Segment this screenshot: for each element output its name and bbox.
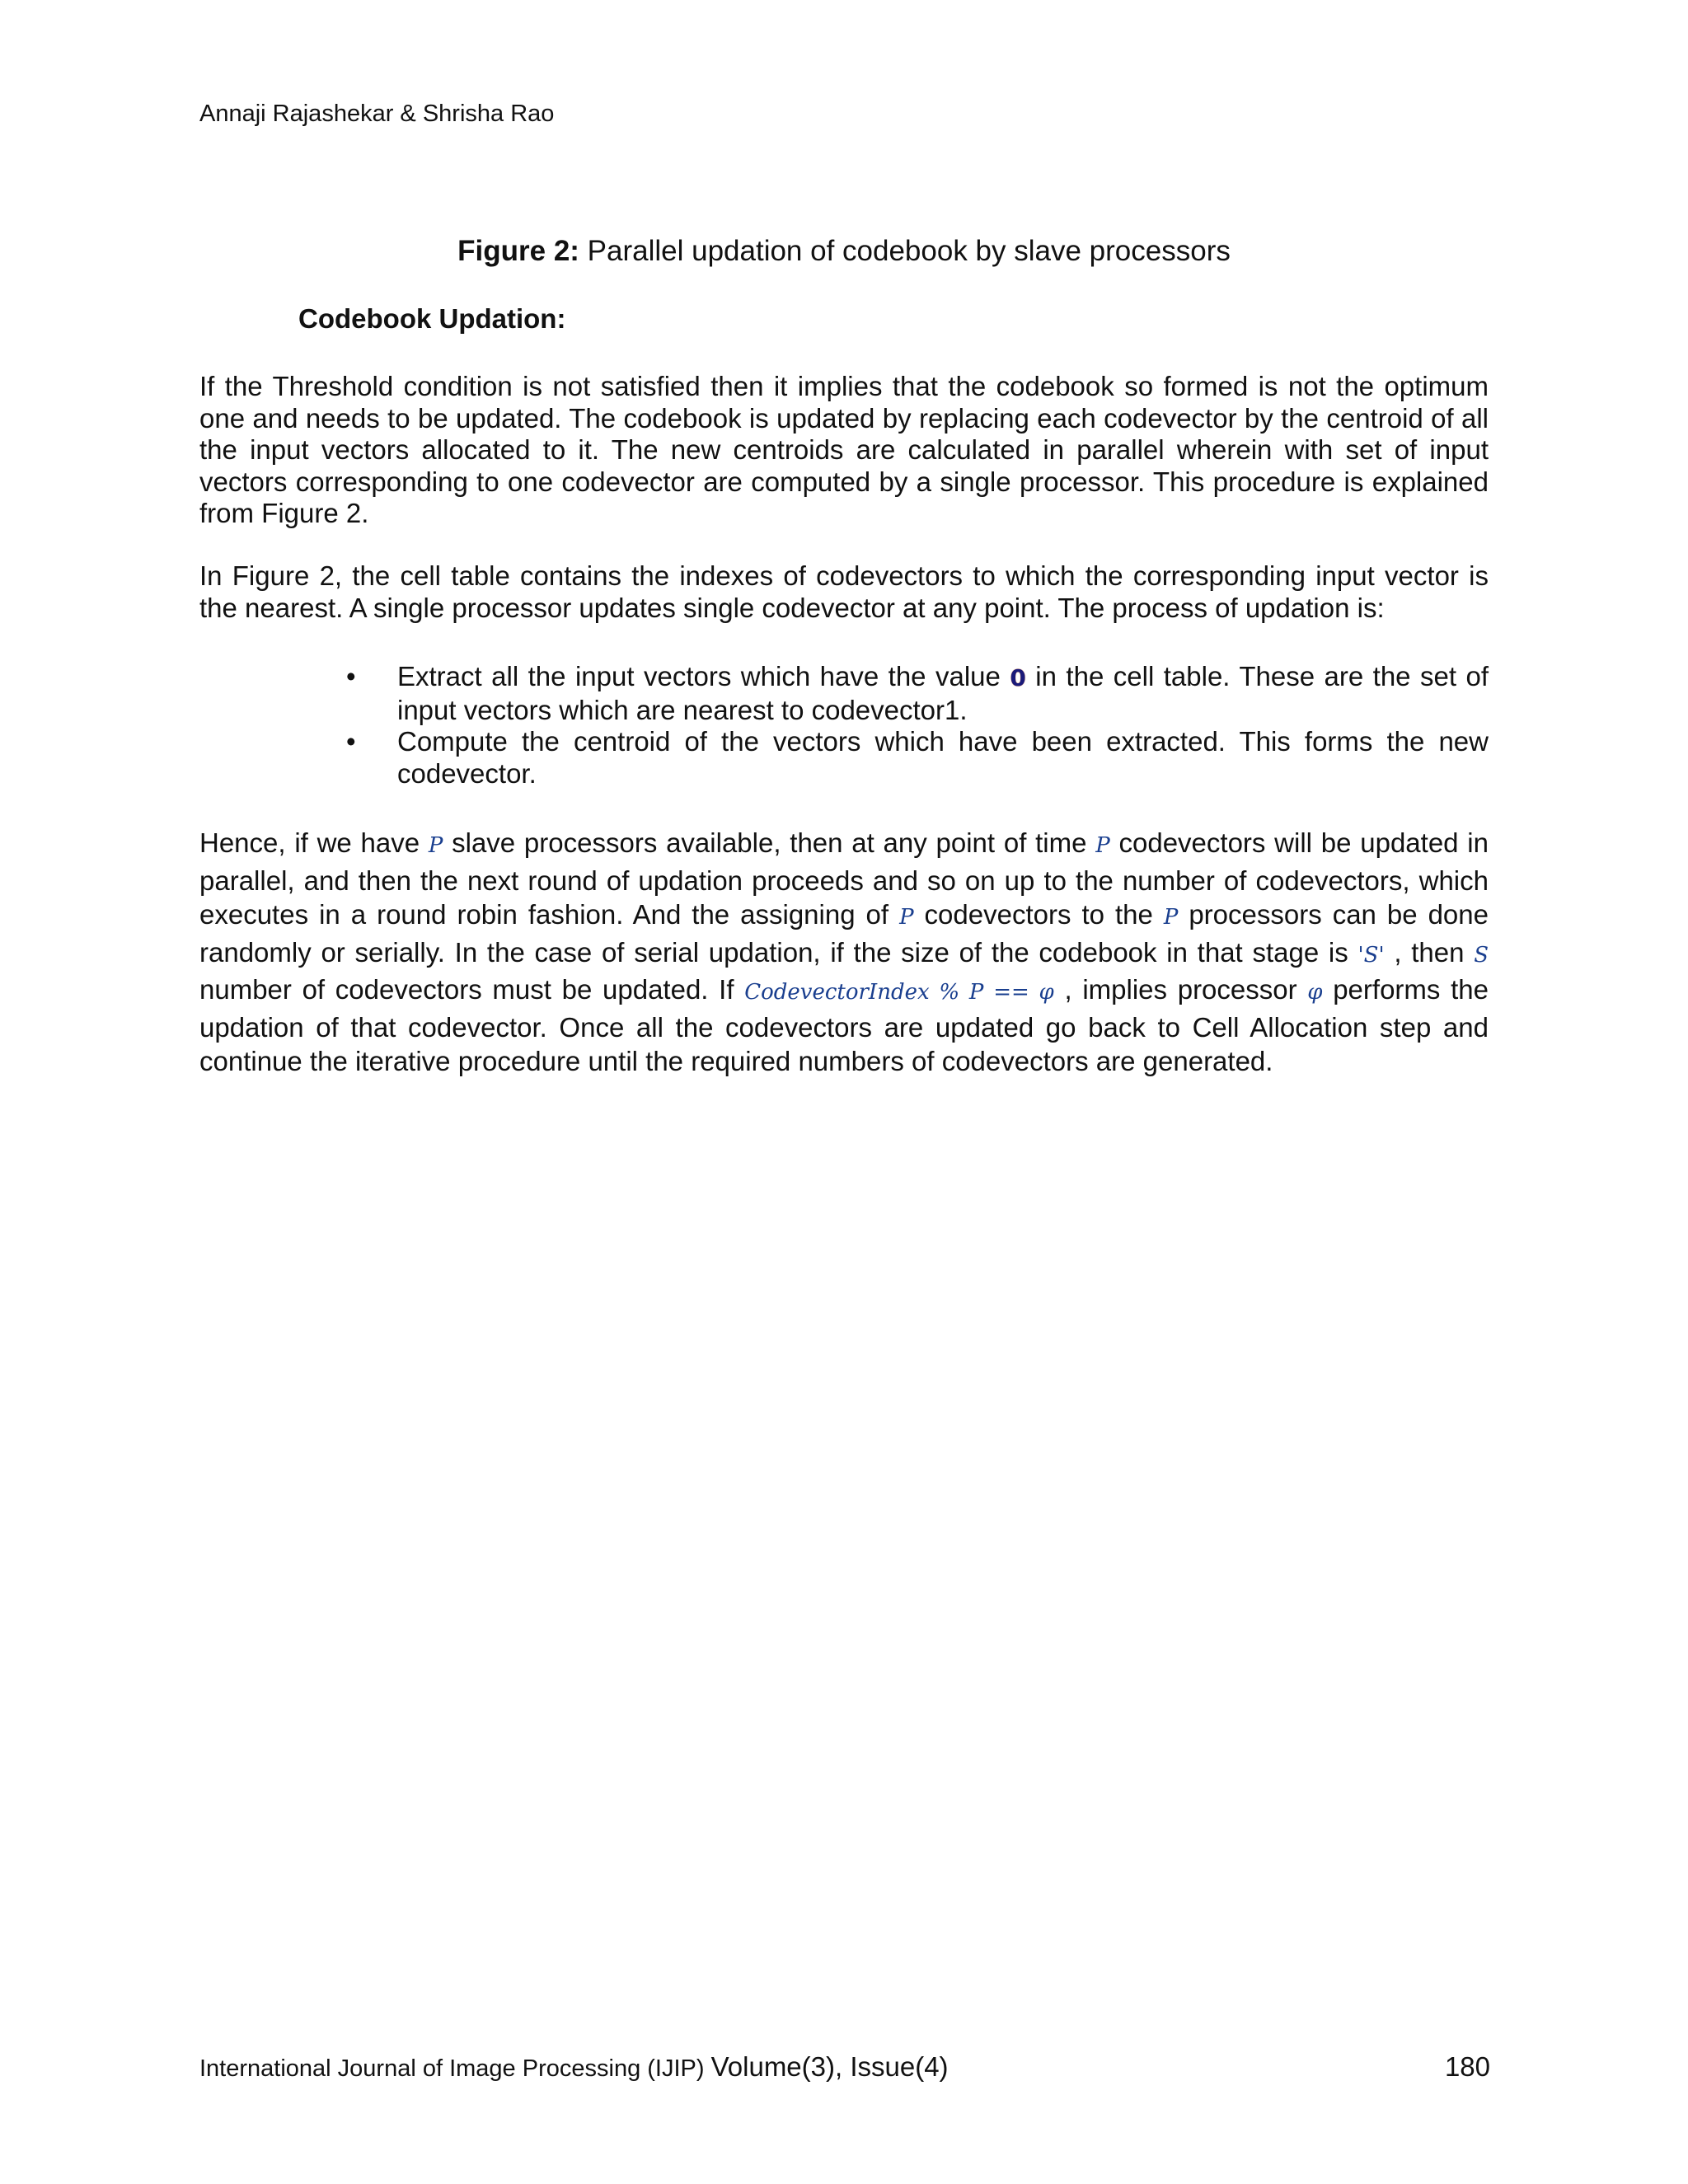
symbol-p: P [899,905,914,930]
paragraph-round-robin [199,826,1489,1079]
text-run: codevectors to the [913,899,1164,930]
bullet-icon: • [346,726,356,757]
formula-codevector-index: CodevectorIndex % P == φ [744,980,1054,1005]
page-number: 180 [1444,2051,1490,2082]
bullet-icon: • [346,661,356,691]
symbol-s: S [1474,942,1489,968]
text-run: slave processors available, then at any point of time [443,827,1096,858]
figure-caption-text: Parallel updation of codebook by slave processors [579,235,1231,267]
symbol-p: P [1095,833,1110,858]
zero-symbol: 0 [1010,664,1026,691]
text-run: processors can be done randomly or serially. In the case of serial updation, if the size of the codebook in that stage is [199,899,1489,968]
text-run: codevectors will be updated in parallel, and then the next round of updation proceeds and so on up to the number of codevectors, which executes in a round robin fashion. And the assigning of [199,827,1489,930]
list-item-text: Extract all the input vectors which have the value [397,661,1010,691]
symbol-p: P [1163,905,1179,930]
paragraph-threshold: If the Threshold condition is not satisfied then it implies that the codebook so formed is not the optimum one and needs to be updated. The codebook is updated by replacing each codevector by the centroid of all the input vectors allocated to it. The new centroids are calculated in parallel wherein with set of input vectors corresponding to one codevector are computed by a single processor. This procedure is explained from Figure 2. [199,371,1489,529]
list-item [346,661,1489,726]
text-run: number of codevectors must be updated. If [199,974,745,1005]
list-item-text: in the cell table. These are the set of input vectors which are nearest to codevector1. [397,661,1489,725]
journal-volume: Volume(3), Issue(4) [710,2051,949,2082]
symbol-p: P [428,833,443,858]
text-run: Hence, if we have [199,827,429,858]
text-run: , implies processor [1053,974,1308,1005]
figure-caption [0,233,1688,269]
paragraph-cell-table: In Figure 2, the cell table contains the indexes of codevectors to which the corresponding input vector is the nearest. A single processor updates single codevector at any point. The process of updation is: [199,560,1489,623]
text-run: performs the updation of that codevector. Once all the codevectors are updated go back to Cell Allocation step and continue the iterative procedure until the required numbers of codevectors are generated. [199,974,1489,1076]
section-heading: Codebook Updation: [298,303,566,334]
list-item-text: Compute the centroid of the vectors which have been extracted. This forms the new codevector. [397,726,1489,789]
symbol-s-quoted: 'S' [1357,942,1385,968]
list-item [346,726,1489,790]
footer-journal [199,2052,949,2083]
text-run: , then [1384,936,1475,968]
figure-label: Figure 2: [457,235,579,267]
updation-steps-list [346,661,1489,790]
running-header-authors: Annaji Rajashekar & Shrisha Rao [199,101,555,127]
journal-name: International Journal of Image Processing (IJIP) [199,2055,711,2082]
symbol-phi: φ [1307,980,1323,1005]
